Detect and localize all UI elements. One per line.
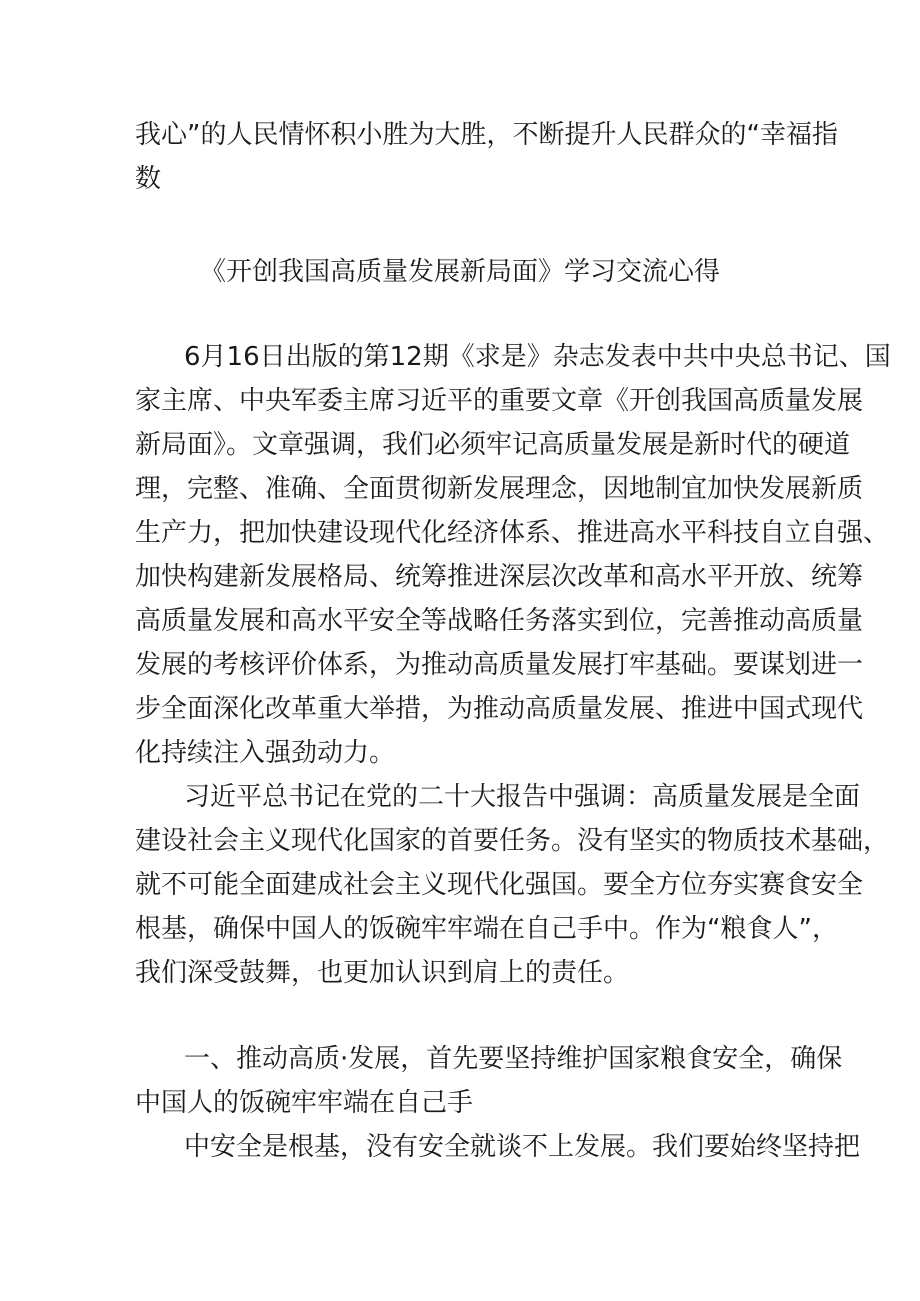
paragraph-2-line-5: 我们深受鼓舞，也更加认识到肩上的责任。 [135, 958, 630, 988]
paragraph-2-line-4: 根基，确保中国人的饭碗牢牢端在自己手中。作为“粮食人”， [135, 914, 838, 944]
top-fragment-line-1: 我心”的人民情怀积小胜为大胜，不断提升人民群众的“幸福指 [135, 120, 838, 150]
paragraph-2-line-2: 建设社会主义现代化国家的首要任务。没有坚实的物质技术基础， [135, 826, 890, 856]
section-1-heading-line-1: 一、推动高质·发展，首先要坚持维护国家粮食安全，确保 [184, 1044, 843, 1074]
top-fragment-line-2: 数 [135, 164, 162, 194]
paragraph-1-line-4: 理，完整、准确、全面贯彻新发展理念，因地制宜加快发展新质 [135, 474, 864, 504]
paragraph-1-line-2: 家主席、中央军委主席习近平的重要文章《开创我国高质量发展 [135, 386, 864, 416]
paragraph-1-line-5: 生产力，把加快建设现代化经济体系、推进高水平科技自立自强、 [135, 518, 890, 548]
article-title: 《开创我国高质量发展新局面》学习交流心得 [199, 257, 720, 287]
paragraph-2-line-3: 就不可能全面建成社会主义现代化强国。要全方位夯实赛食安全 [135, 870, 864, 900]
paragraph-1-line-3: 新局面》。文章强调，我们必须牢记高质量发展是新时代的硬道 [135, 430, 851, 460]
paragraph-2-line-1: 习近平总书记在党的二十大报告中强调：高质量发展是全面 [184, 782, 861, 812]
paragraph-1-line-6: 加快构建新发展格局、统筹推进深层次改革和高水平开放、统筹 [135, 562, 864, 592]
paragraph-1-line-8: 发展的考核评价体系，为推动高质量发展打牢基础。要谋划进一 [135, 650, 864, 680]
paragraph-1-line-9: 步全面深化改革重大举措，为推动高质量发展、推进中国式现代 [135, 694, 864, 724]
paragraph-1-line-7: 高质量发展和高水平安全等战略任务落实到位，完善推动高质量 [135, 606, 864, 636]
paragraph-1-line-1: 6月16日出版的第12期《求是》杂志发表中共中央总书记、国 [184, 342, 891, 372]
paragraph-1-line-10: 化持续注入强劲动力。 [135, 738, 396, 768]
section-1-heading-line-2: 中国人的饭碗牢牢端在自己手 [135, 1088, 474, 1118]
paragraph-3-line-1: 中安全是根基，没有安全就谈不上发展。我们要始终坚持把 [184, 1132, 861, 1162]
